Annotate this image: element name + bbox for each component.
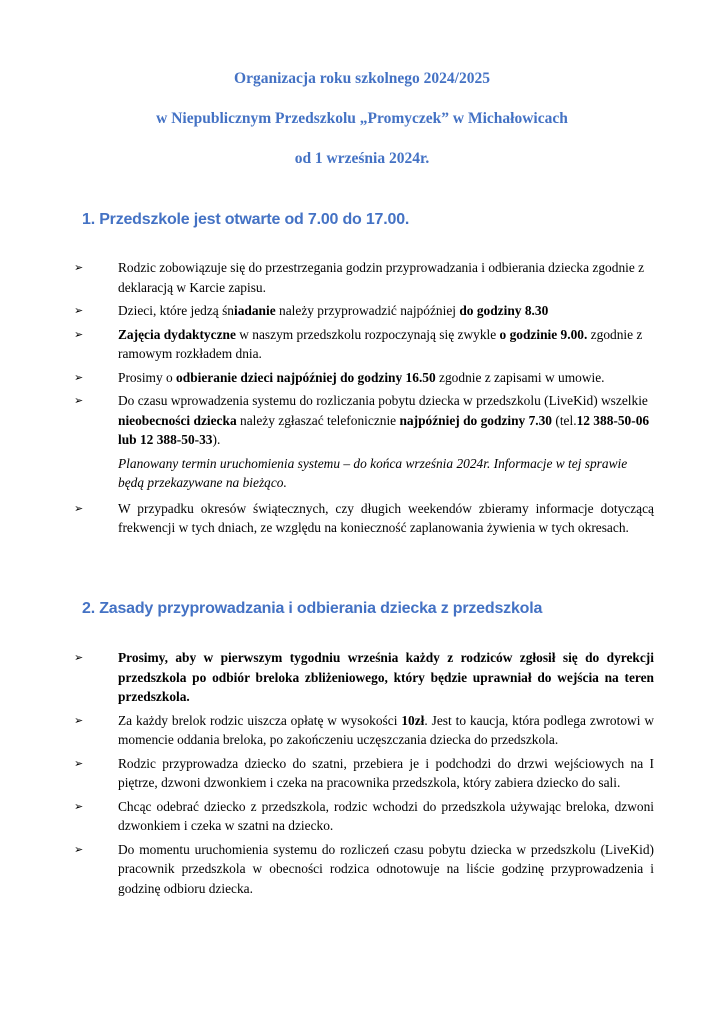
list-item xyxy=(74,797,654,836)
list-item xyxy=(74,840,654,899)
list-item xyxy=(74,754,654,793)
document-title-line-2: w Niepublicznym Przedszkolu „Promyczek” w Michałowicach xyxy=(156,110,568,127)
list-item-text: ). xyxy=(212,432,221,447)
list-item-bold: 12 388-50-06 lub 12 388-50-33 xyxy=(118,412,650,447)
section-2-heading: 2. Zasady przyprowadzania i odbierania dziecka z przedszkola xyxy=(82,600,543,617)
arrowhead-bullet-icon: ➢ xyxy=(74,370,84,384)
arrowhead-bullet-icon: ➢ xyxy=(74,327,84,341)
list-item xyxy=(74,368,654,388)
list-item xyxy=(74,258,654,297)
list-item-text: W przypadku okresów świątecznych, czy długich weekendów zbieramy informacje dotyczącą frekwencji w tych dniach, ze względu na konieczność zaplanowania żywienia w tych okresach. xyxy=(118,500,654,535)
list-item-text: . Jest to kaucja, która podlega zwrotowi w momencie oddania breloka, po zakończeniu uczęszczania dziecka do przedszkola. xyxy=(118,712,655,747)
list-item xyxy=(74,648,654,707)
arrowhead-bullet-icon: ➢ xyxy=(74,394,84,407)
document-title-line-3: od 1 września 2024r. xyxy=(294,150,430,167)
list-item-text: należy przyprowadzić najpóźniej xyxy=(275,303,460,318)
arrowhead-bullet-icon: ➢ xyxy=(74,799,84,813)
document-title-line-1: Organizacja roku szkolnego 2024/2025 xyxy=(234,70,490,87)
list-item-text: Rodzic przyprowadza dziecko do szatni, przebiera je i podchodzi do drzwi wejściowych na I piętrze, dzwoni dzwonkiem i czeka na pracownika przedszkola, który zabiera dziecko do sali. xyxy=(118,755,654,790)
list-item-bold: 10zł xyxy=(401,712,425,728)
list-item-bold: Prosimy, aby w pierwszym tygodniu września każdy z rodziców zgłosił się do dyrekcji przedszkola po odbiór breloka zbliżeniowego, który będzie uprawniał do wejścia na teren przedszkola. xyxy=(118,650,654,704)
arrowhead-bullet-icon: ➢ xyxy=(74,304,84,317)
list-item-text: Do czasu wprowadzenia systemu do rozliczania pobytu dziecka w przedszkolu (LiveKid) wszelkie xyxy=(118,393,648,408)
list-item-text: Dzieci, które jedzą śn xyxy=(118,303,234,318)
list-item-bold: o godzinie 9.00. xyxy=(499,326,588,342)
list-item-text: Do momentu uruchomienia systemu do rozliczeń czasu pobytu dziecka w przedszkolu (LiveKid) pracownik przedszkola w obecności rodzica odnotowuje na liście godzinę przyprowadzenia i godzinę odbioru dziecka. xyxy=(118,841,654,896)
list-item-bold: do godziny 8.30 xyxy=(459,303,549,318)
arrowhead-bullet-icon: ➢ xyxy=(74,261,84,274)
list-item xyxy=(74,301,654,321)
list-item-bold: nieobecności dziecka xyxy=(118,412,237,428)
list-item-text: Rodzic zobowiązuje się do przestrzegania godzin przyprowadzania i odbierania dziecka zgodnie z deklaracją w Karcie zapisu. xyxy=(118,260,645,295)
list-item-text: (tel. xyxy=(552,412,577,428)
section-1-heading: 1. Przedszkole jest otwarte od 7.00 do 17.00. xyxy=(82,211,410,228)
list-item xyxy=(74,499,654,538)
list-item-bold: Zajęcia dydaktyczne xyxy=(118,326,236,342)
list-item-text: Za każdy brelok rodzic uiszcza opłatę w wysokości xyxy=(118,712,402,728)
list-item-text: należy zgłaszać telefonicznie xyxy=(236,412,400,428)
section-2-list xyxy=(74,648,654,902)
list-item-text: Prosimy o xyxy=(118,369,177,385)
list-item-text: zgodnie z zapisami w umowie. xyxy=(435,369,605,385)
section-1-list xyxy=(74,258,654,542)
list-item-text: Chcąc odebrać dziecko z przedszkola, rodzic wchodzi do przedszkola używając breloka, dzwoni dzwonkiem i czeka w szatni na dziecko. xyxy=(118,798,654,833)
italic-note: Planowany termin uruchomienia systemu – do końca września 2024r. Informacje w tej sprawie będą przekazywane na bieżąco. xyxy=(118,455,628,490)
arrowhead-bullet-icon: ➢ xyxy=(74,756,84,770)
list-item xyxy=(74,711,654,750)
list-item-bold: najpóźniej do godziny 7.30 xyxy=(399,412,553,428)
list-item xyxy=(74,391,654,450)
arrowhead-bullet-icon: ➢ xyxy=(74,651,84,664)
list-item xyxy=(74,325,654,364)
arrowhead-bullet-icon: ➢ xyxy=(74,842,84,856)
list-item-bold: odbieranie dzieci najpóźniej do godziny 16.50 xyxy=(176,369,436,385)
list-item-text: zgodnie z ramowym rozkładem dnia. xyxy=(118,326,643,361)
arrowhead-bullet-icon: ➢ xyxy=(74,713,84,727)
list-item-bold: iadanie xyxy=(234,303,276,318)
list-item-text: w naszym przedszkolu rozpoczynają się zwykle xyxy=(235,326,500,342)
arrowhead-bullet-icon: ➢ xyxy=(74,501,84,515)
